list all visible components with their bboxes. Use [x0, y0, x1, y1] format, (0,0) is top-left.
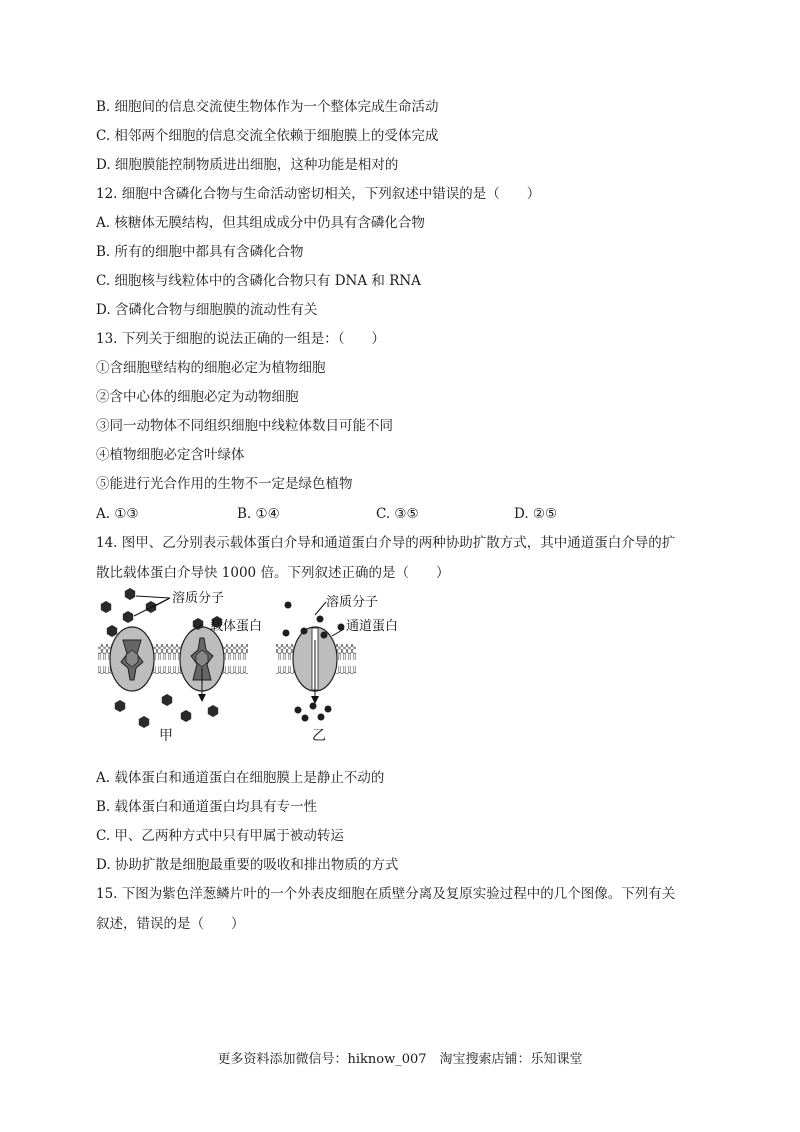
q13-statement-1: ①含细胞壁结构的细胞必定为植物细胞: [96, 360, 326, 376]
q14-option-c: C. 甲、乙两种方式中只有甲属于被动转运: [96, 828, 344, 844]
q12-stem: 12. 细胞中含磷化合物与生命活动密切相关，下列叙述中错误的是（ ）: [96, 186, 541, 202]
q13-options-row: [96, 504, 656, 524]
q13-option-d: D. ②⑤: [514, 506, 558, 522]
q12-option-c: C. 细胞核与线粒体中的含磷化合物只有 DNA 和 RNA: [96, 273, 421, 289]
q14-stem-line-2: 散比载体蛋白介导快 1000 倍。下列叙述正确的是（ ）: [96, 565, 450, 581]
q13-stem: 13. 下列关于细胞的说法正确的一组是：（ ）: [96, 331, 386, 347]
label-carrier-protein: 载体蛋白: [210, 619, 263, 634]
q14-option-b: B. 载体蛋白和通道蛋白均具有专一性: [96, 799, 318, 815]
q13-statement-2: ②含中心体的细胞必定为动物细胞: [96, 389, 299, 405]
q14-stem-line-1: 14. 图甲、乙分别表示载体蛋白介导和通道蛋白介导的两种协助扩散方式，其中通道蛋白介导的扩: [96, 535, 676, 551]
q11-option-b: B. 细胞间的信息交流使生物体作为一个整体完成生命活动: [96, 99, 439, 115]
carrier-protein-open-outside: [110, 627, 154, 691]
page-footer: 更多资料添加微信号：hiknow_007 淘宝搜索店铺：乐知课堂: [217, 1052, 583, 1067]
caption-jia: 甲: [159, 728, 173, 744]
caption-yi: 乙: [312, 728, 326, 744]
q13-option-c: C. ③⑤: [376, 506, 419, 522]
q14-option-a: A. 载体蛋白和通道蛋白在细胞膜上是静止不动的: [96, 770, 385, 786]
q13-option-a: A. ①③: [96, 506, 139, 522]
q13-statement-3: ③同一动物体不同组织细胞中线粒体数目可能不同: [96, 418, 393, 434]
q12-option-b: B. 所有的细胞中都具有含磷化合物: [96, 244, 304, 260]
q12-option-d: D. 含磷化合物与细胞膜的流动性有关: [96, 302, 318, 318]
q13-statement-5: ⑤能进行光合作用的生物不一定是绿色植物: [96, 476, 353, 492]
q11-option-c: C. 相邻两个细胞的信息交流全依赖于细胞膜上的受体完成: [96, 128, 439, 144]
label-solute-left: 溶质分子: [172, 591, 225, 606]
q15-stem-line-1: 15. 下图为紫色洋葱鳞片叶的一个外表皮细胞在质壁分离及复原实验过程中的几个图像。下列有关: [96, 886, 676, 902]
label-solute-right: 溶质分子: [326, 595, 379, 610]
q12-option-a: A. 核糖体无膜结构，但其组成成分中仍具有含磷化合物: [96, 215, 425, 231]
q11-option-d: D. 细胞膜能控制物质进出细胞，这种功能是相对的: [96, 157, 399, 173]
label-channel-protein: 通道蛋白: [346, 619, 399, 634]
q14-option-d: D. 协助扩散是细胞最重要的吸收和排出物质的方式: [96, 857, 399, 873]
q13-option-b: B. ①④: [237, 506, 280, 522]
q13-statement-4: ④植物细胞必定含叶绿体: [96, 447, 245, 463]
q15-stem-line-2: 叙述，错误的是（ ）: [96, 916, 245, 932]
facilitated-diffusion-figure: [92, 588, 432, 758]
